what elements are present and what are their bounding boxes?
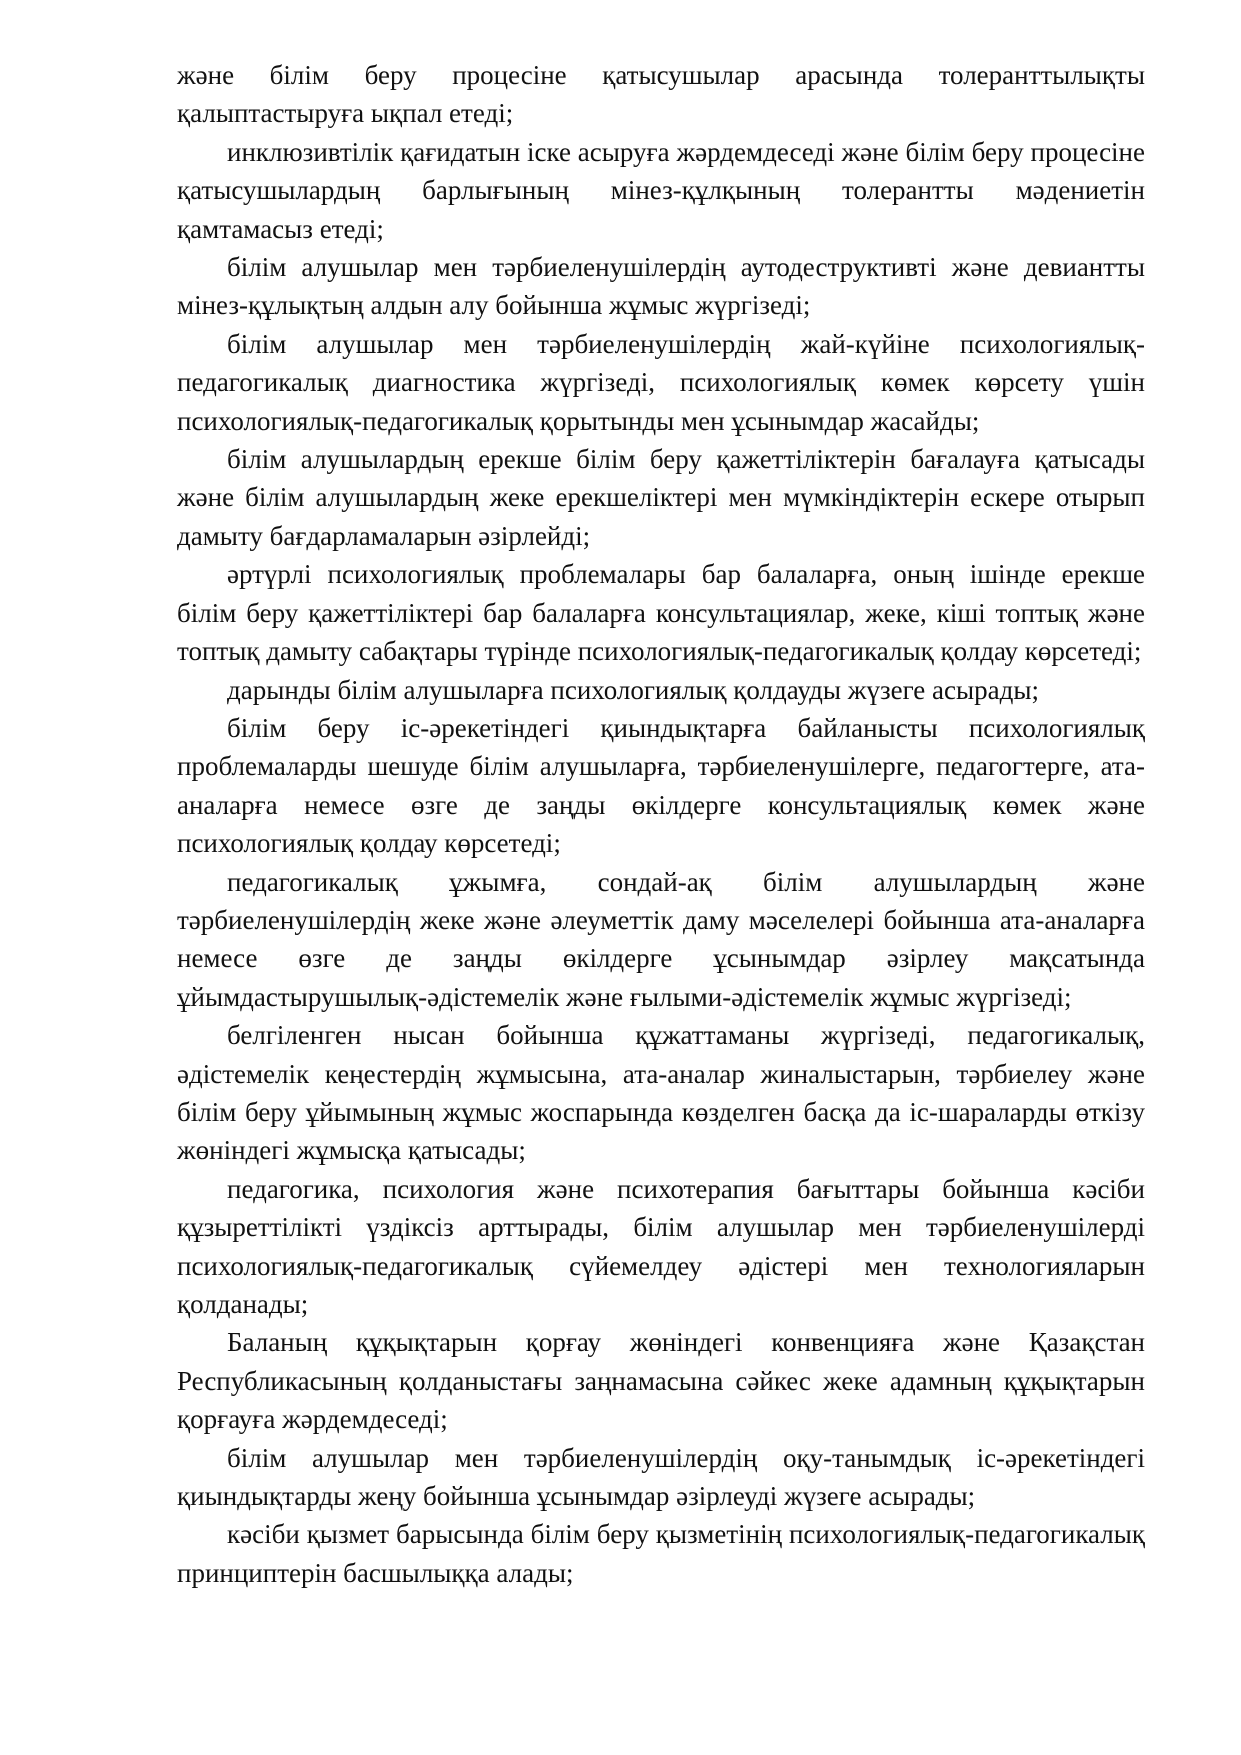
- paragraph-documentation: белгіленген нысан бойынша құжаттаманы жүргізеді, педагогикалық, әдістемелік кеңестердің жұмысына, ата-аналар жиналыстарын, тәрбиелеу және білім беру ұйымының жұмыс жоспарында көзделген басқа да іс-шараларды өткізу жөніндегі жұмысқа қатысады;: [177, 1020, 1145, 1166]
- paragraph-special-needs: білім алушылардың ерекше білім беру қажеттіліктерін бағалауға қатысады және білім алушылардың жеке ерекшеліктері мен мүмкіндіктерін ескере отырып дамыту бағдарламаларын әзірлейді;: [177, 444, 1145, 551]
- paragraph-child-rights: Баланың құқықтарын қорғау жөніндегі конвенцияға және Қазақстан Республикасының қолданыстағы заңнамасына сәйкес жеке адамның құқықтарын қорғауға жәрдемдеседі;: [177, 1327, 1145, 1435]
- paragraph-support-sessions: әртүрлі психологиялық проблемалары бар балаларға, оның ішінде ерекше білім беру қажеттіліктері бар балаларға консультациялар, жеке, кіші топтық және топтық дамыту сабақтары түрінде психологиялық-педагогикалық қолдау көрсетеді;: [177, 559, 1145, 667]
- paragraph-consultation: білім беру іс-әрекетіндегі қиындықтарға байланысты психологиялық проблемаларды шешуде білім алушыларға, тәрбиеленушілерге, педагогтерге, ата-аналарға немесе өзге де заңды өкілдерге консультациялық көмек және психологиялық қолдау көрсетеді;: [177, 712, 1145, 859]
- paragraph-inclusivity: инклюзивтілік қағидатын іске асыруға жәрдемдеседі және білім беру процесіне қатысушылардың барлығының мінез-құлқының толерантты мәдениетін қамтамасыз етеді;: [177, 136, 1145, 244]
- paragraph-diagnostics: білім алушылар мен тәрбиеленушілердің жай-күйіне психологиялық-педагогикалық диагностика жүргізеді, психологиялық көмек көрсету үшін психологиялық-педагогикалық қорытынды мен ұсынымдар жасайды;: [177, 328, 1145, 436]
- paragraph-methodological-work: педагогикалық ұжымға, сондай-ақ білім алушылардың және тәрбиеленушілердің жеке және әлеуметтік даму мәселелері бойынша ата-аналарға немесе өзге де заңды өкілдерге ұсынымдар әзірлеу мақсатында ұйымдастырушылық-әдістемелік және ғылыми-әдістемелік жұмыс жүргізеді;: [177, 866, 1145, 1012]
- paragraph-learning-difficulties: білім алушылар мен тәрбиеленушілердің оқу-танымдық іс-әрекетіндегі қиындықтарды жеңу бойынша ұсынымдар әзірлеуді жүзеге асырады;: [177, 1442, 1145, 1512]
- paragraph-professional-development: педагогика, психология және психотерапия бағыттары бойынша кәсіби құзыреттілікті үздіксіз арттырады, білім алушылар мен тәрбиеленушілерді психологиялық-педагогикалық сүйемелдеу әдістері мен технологияларын қолданады;: [177, 1173, 1145, 1319]
- paragraph-deviant-behavior: білім алушылар мен тәрбиеленушілердің аутодеструктивті және девиантты мінез-құлықтың алдын алу бойынша жұмыс жүргізеді;: [177, 252, 1145, 321]
- paragraph-gifted-support: дарынды білім алушыларға психологиялық қолдауды жүзеге асырады;: [227, 674, 1040, 705]
- document-page: [177, 56, 1145, 1592]
- paragraph-principles: кәсіби қызмет барысында білім беру қызметінің психологиялық-педагогикалық принциптерін басшылыққа алады;: [177, 1519, 1145, 1588]
- paragraph-tolerance: және білім беру процесіне қатысушылар арасында толеранттылықты қалыптастыруға ықпал етеді;: [177, 60, 1145, 129]
